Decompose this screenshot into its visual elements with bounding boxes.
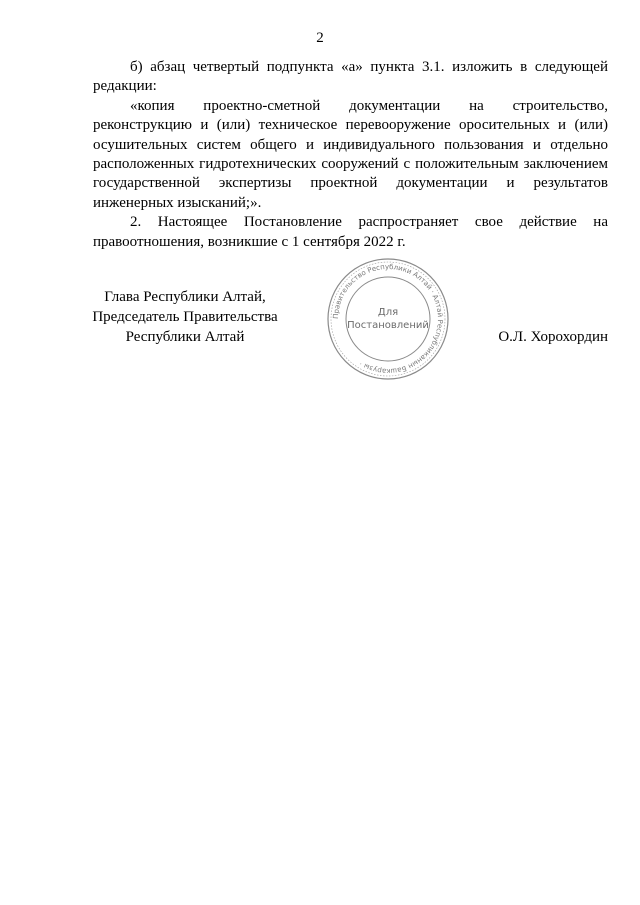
signatory-title-line: Глава Республики Алтай, <box>104 289 266 305</box>
document-body <box>93 58 608 252</box>
stamp-center-line: Постановлений <box>347 320 429 331</box>
signatory-title-line: Председатель Правительства <box>92 309 278 325</box>
official-stamp-seal <box>326 257 450 381</box>
stamp-center-line: Для <box>377 307 399 318</box>
signatory-name: О.Л. Хорохордин <box>498 329 608 345</box>
stamp-ring-text: Правительство Республики Алтай · Алтай Республиканын Башкарузы · <box>331 262 445 376</box>
signatory-title-line: Республики Алтай <box>125 329 245 345</box>
paragraph-effective-date: 2. Настоящее Постановление распространяет свое действие на правоотношения, возникшие с 1 сентября 2022 г. <box>93 214 608 250</box>
page-number: 2 <box>316 30 324 46</box>
paragraph-quoted-text: «копия проектно-сметной документации на строительство, реконструкцию и (или) техническое перевооружение оросительных и (или) осушительных систем общего и индивидуального пользования и отдельно расположенных гидротехнических сооружений с положительным заключением государственной экспертизы проектной документации и результатов инженерных изысканий;». <box>93 97 608 211</box>
signatory-title <box>85 287 285 347</box>
paragraph-amendment-intro: б) абзац четвертый подпункта «а» пункта 3.1. изложить в следующей редакции: <box>93 59 608 95</box>
